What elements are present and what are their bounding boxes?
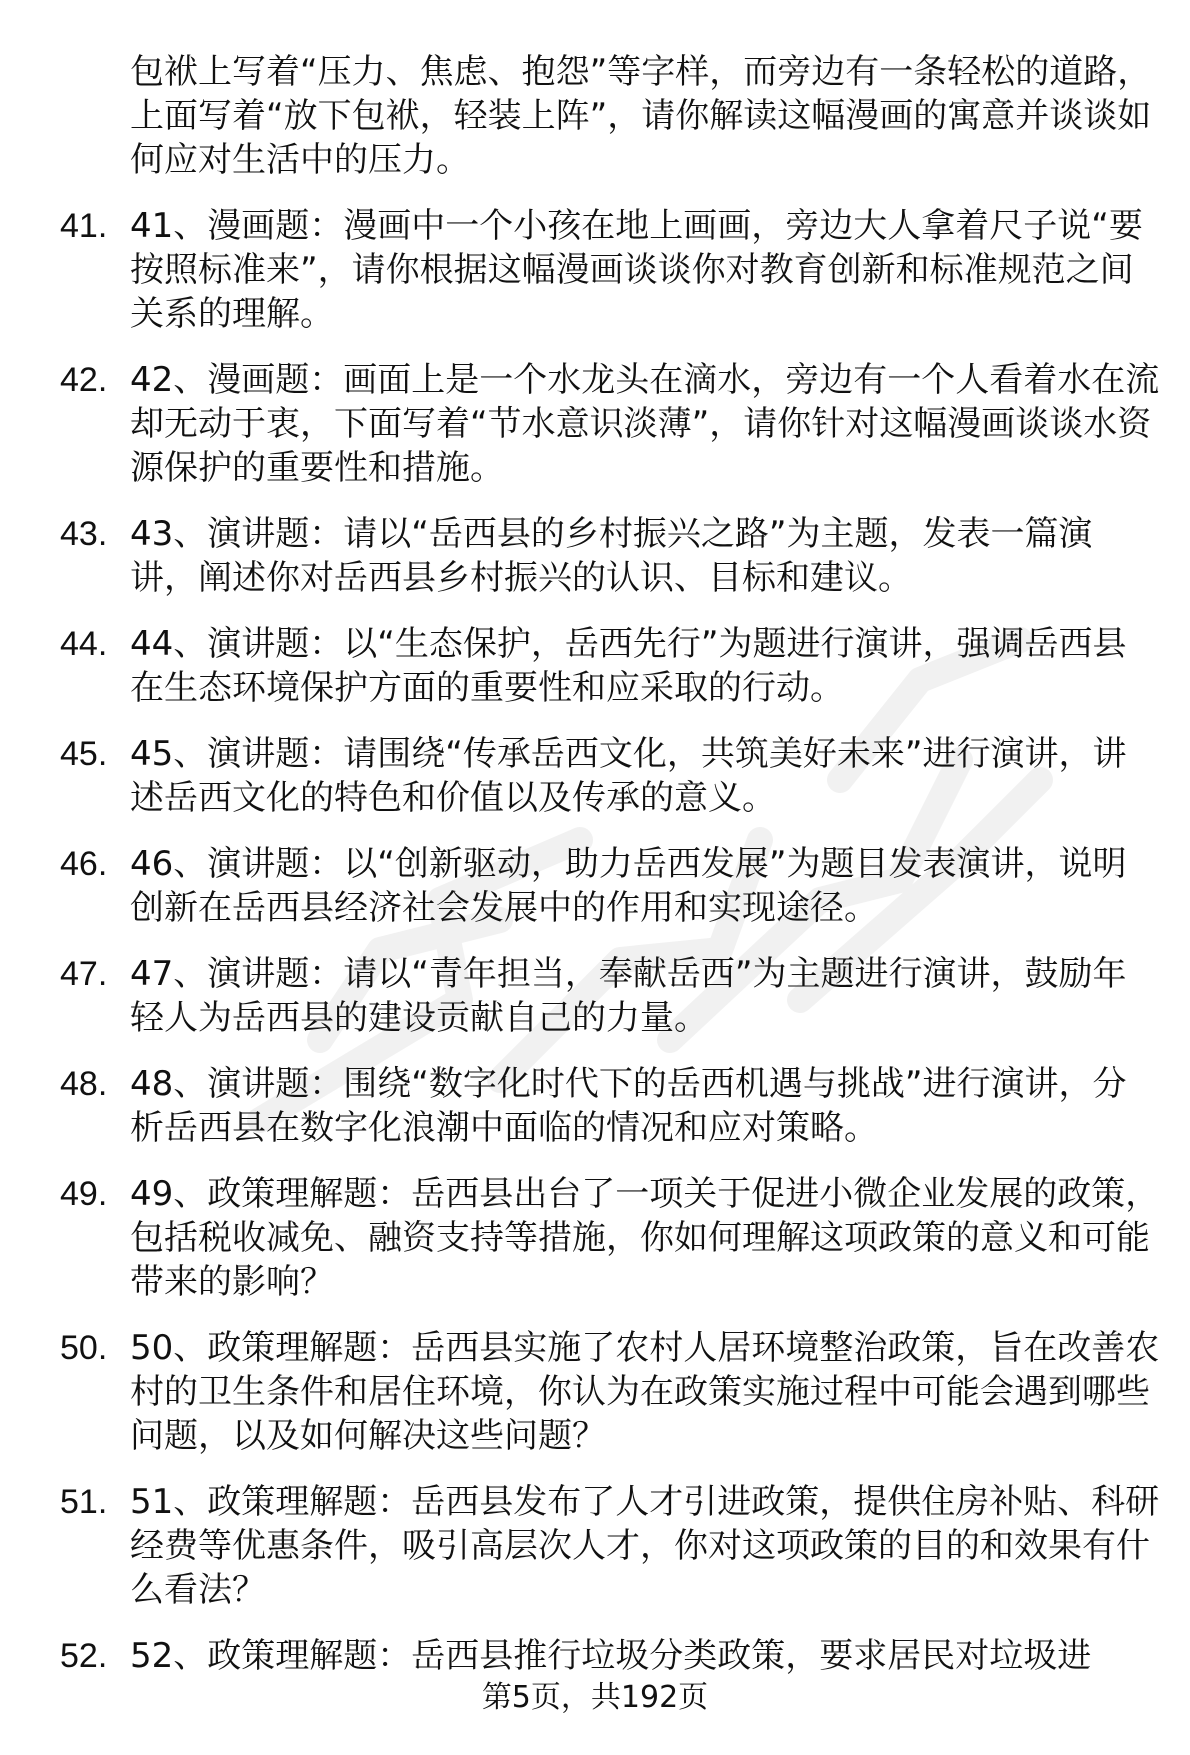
list-item — [60, 1172, 1160, 1304]
item-text: 43、演讲题：请以“岳西县的乡村振兴之路”为主题，发表一篇演讲，阐述你对岳西县乡村振兴的认识、目标和建议。 — [130, 514, 1093, 598]
item-text: 50、政策理解题：岳西县实施了农村人居环境整治政策，旨在改善农村的卫生条件和居住环境，你认为在政策实施过程中可能会遇到哪些问题，以及如何解决这些问题？ — [130, 1328, 1160, 1456]
list-item — [60, 622, 1160, 710]
continued-question-text: 包袱上写着“压力、焦虑、抱怨”等字样，而旁边有一条轻松的道路，上面写着“放下包袱，轻装上阵”，请你解读这幅漫画的寓意并谈谈如何应对生活中的压力。 — [130, 52, 1152, 180]
list-item — [60, 732, 1160, 820]
item-text: 48、演讲题：围绕“数字化时代下的岳西机遇与挑战”进行演讲，分析岳西县在数字化浪潮中面临的情况和应对策略。 — [130, 1064, 1127, 1148]
item-text: 45、演讲题：请围绕“传承岳西文化，共筑美好未来”进行演讲，讲述岳西文化的特色和价值以及传承的意义。 — [130, 734, 1127, 818]
list-item — [60, 1634, 1160, 1678]
list-item — [60, 1480, 1160, 1612]
item-number: 44. — [60, 625, 108, 663]
question-list — [60, 50, 1160, 1700]
item-number: 42. — [60, 361, 108, 399]
item-text: 44、演讲题：以“生态保护，岳西先行”为题进行演讲，强调岳西县在生态环境保护方面的重要性和应采取的行动。 — [130, 624, 1127, 708]
item-text: 49、政策理解题：岳西县出台了一项关于促进小微企业发展的政策，包括税收减免、融资支持等措施，你如何理解这项政策的意义和可能带来的影响？ — [130, 1174, 1160, 1302]
list-item — [60, 1326, 1160, 1458]
page-footer: 第5页，共192页 — [481, 1680, 709, 1715]
item-number: 47. — [60, 955, 108, 993]
item-number: 51. — [60, 1483, 108, 1521]
item-number: 50. — [60, 1329, 108, 1367]
list-item — [60, 204, 1160, 336]
item-text: 52、政策理解题：岳西县推行垃圾分类政策，要求居民对垃圾进 — [130, 1636, 1092, 1676]
item-number: 45. — [60, 735, 108, 773]
list-item — [60, 952, 1160, 1040]
item-number: 52. — [60, 1637, 108, 1675]
list-item — [60, 512, 1160, 600]
item-number: 49. — [60, 1175, 108, 1213]
item-text: 41、漫画题：漫画中一个小孩在地上画画，旁边大人拿着尺子说“要按照标准来”，请你根据这幅漫画谈谈你对教育创新和标准规范之间关系的理解。 — [130, 206, 1143, 334]
item-text: 42、漫画题：画面上是一个水龙头在滴水，旁边有一个人看着水在流却无动于衷，下面写着“节水意识淡薄”，请你针对这幅漫画谈谈水资源保护的重要性和措施。 — [130, 360, 1160, 488]
item-number: 43. — [60, 515, 108, 553]
item-text: 47、演讲题：请以“青年担当，奉献岳西”为主题进行演讲，鼓励年轻人为岳西县的建设贡献自己的力量。 — [130, 954, 1127, 1038]
list-item — [60, 358, 1160, 490]
list-item — [60, 842, 1160, 930]
item-number: 48. — [60, 1065, 108, 1103]
item-text: 51、政策理解题：岳西县发布了人才引进政策，提供住房补贴、科研经费等优惠条件，吸引高层次人才，你对这项政策的目的和效果有什么看法？ — [130, 1482, 1160, 1610]
item-text: 46、演讲题：以“创新驱动，助力岳西发展”为题目发表演讲，说明创新在岳西县经济社会发展中的作用和实现途径。 — [130, 844, 1127, 928]
item-number: 41. — [60, 207, 108, 245]
item-number: 46. — [60, 845, 108, 883]
list-item — [60, 1062, 1160, 1150]
